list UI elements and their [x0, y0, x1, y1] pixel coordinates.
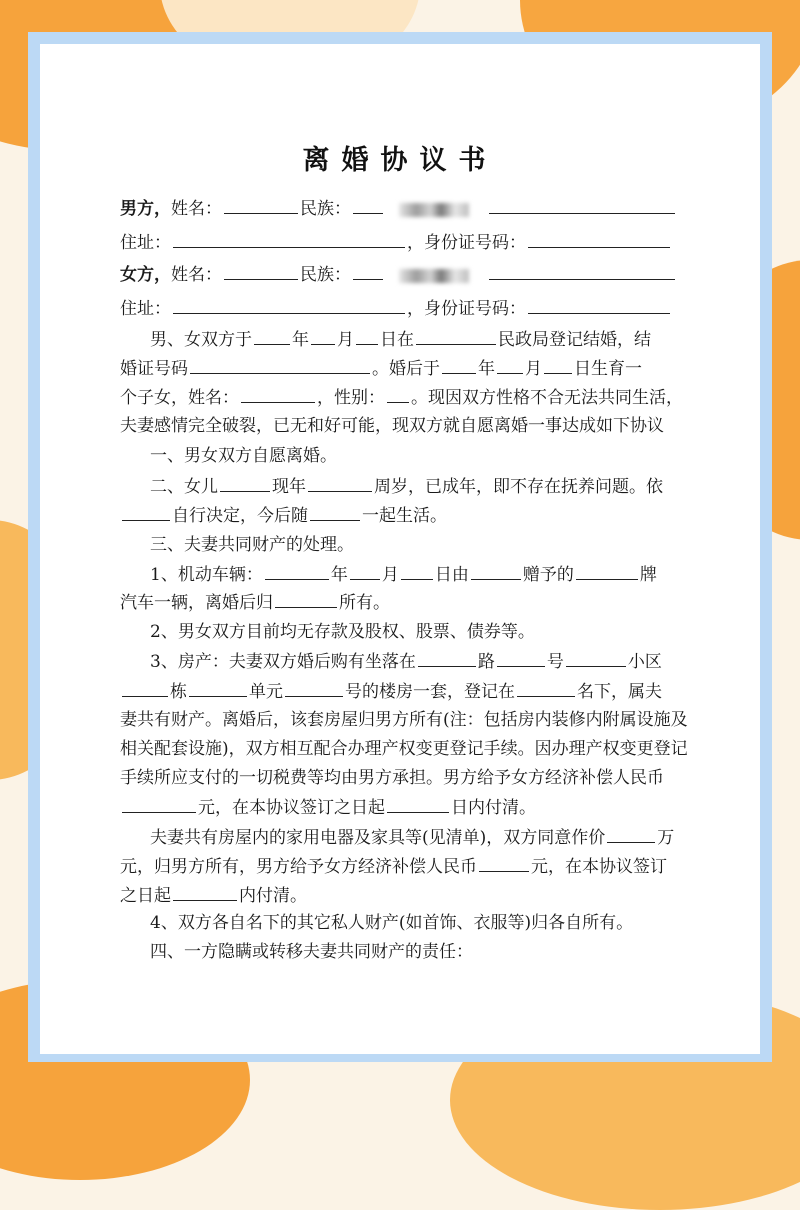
text: 日生育一: [574, 359, 642, 379]
blank[interactable]: [497, 649, 545, 667]
text: ，性别：: [317, 388, 385, 408]
clause-2-line: [120, 503, 690, 528]
blank[interactable]: [308, 474, 372, 492]
blank[interactable]: [122, 795, 196, 813]
text: 元，在本协议签订: [531, 857, 667, 877]
male-id-blank[interactable]: [528, 230, 670, 248]
appliance-line: [150, 825, 720, 850]
text: 路: [477, 652, 495, 672]
female-id-blank[interactable]: [528, 296, 670, 314]
blank[interactable]: [401, 562, 433, 580]
text: 年: [478, 359, 495, 379]
male-label: 男方，: [120, 199, 171, 219]
text: 1、机动车辆：: [150, 565, 263, 585]
female-address-row: [120, 296, 690, 321]
blank[interactable]: [497, 356, 523, 374]
text: 月: [337, 330, 354, 350]
text: 男、女双方于: [150, 330, 252, 350]
text: 万: [657, 828, 675, 848]
female-id-label: ，身份证号码：: [407, 299, 526, 319]
blank[interactable]: [189, 679, 247, 697]
text: 号的楼房一套，登记在: [345, 682, 515, 702]
document-title: 离婚协议书: [302, 145, 498, 176]
female-ethnic-label: 民族：: [300, 265, 351, 285]
deposit-clause: 2、男女双方目前均无存款及股权、股票、债券等。: [150, 622, 535, 642]
blank[interactable]: [416, 327, 496, 345]
blank[interactable]: [265, 562, 329, 580]
blank[interactable]: [607, 825, 655, 843]
text: 月: [381, 565, 399, 585]
female-label: 女方，: [120, 265, 171, 285]
text: 汽车一辆，离婚后归: [120, 593, 273, 613]
blank[interactable]: [173, 883, 237, 901]
blank[interactable]: [241, 385, 315, 403]
blank[interactable]: [356, 327, 378, 345]
paragraph-line: [150, 327, 720, 352]
female-address-label: 住址：: [120, 299, 171, 319]
blank[interactable]: [418, 649, 476, 667]
text: 3、房产：夫妻双方婚后购有坐落在: [150, 652, 416, 672]
female-name-blank[interactable]: [224, 262, 298, 280]
text: 二、女儿: [150, 477, 218, 497]
text: 栋: [170, 682, 187, 702]
text: 牌: [639, 565, 657, 585]
male-name-blank[interactable]: [224, 196, 298, 214]
house-line: [120, 795, 690, 820]
paragraph-line: [120, 385, 690, 410]
text: 之日起: [120, 886, 171, 906]
blank[interactable]: [310, 503, 360, 521]
appliance-line: [120, 883, 690, 908]
text: 一起生活。: [362, 506, 447, 526]
blank[interactable]: [566, 649, 626, 667]
blank[interactable]: [122, 503, 170, 521]
text: 日在: [380, 330, 414, 350]
female-address-blank[interactable]: [173, 296, 405, 314]
female-name-row: [120, 262, 690, 287]
female-ethnic-blank[interactable]: [353, 262, 383, 280]
text: 年: [292, 330, 309, 350]
male-ethnic-label: 民族：: [300, 199, 351, 219]
text: 单元: [249, 682, 283, 702]
text: 日内付清。: [451, 798, 536, 818]
redacted-area: [399, 203, 469, 217]
house-line: [150, 649, 720, 674]
text: 。现因双方性格不合无法共同生活，: [411, 388, 683, 408]
blank[interactable]: [220, 474, 270, 492]
female-extra-blank[interactable]: [489, 262, 675, 280]
blank[interactable]: [254, 327, 290, 345]
text: 现年: [272, 477, 306, 497]
house-line: 妻共有财产。离婚后，该套房屋归男方所有(注：包括房内装修内附属设施及: [120, 710, 688, 730]
male-ethnic-blank[interactable]: [353, 196, 383, 214]
clause-3: 三、夫妻共同财产的处理。: [150, 535, 354, 555]
blank[interactable]: [311, 327, 335, 345]
clause-2-line: [150, 474, 720, 499]
male-id-label: ，身份证号码：: [407, 233, 526, 253]
text: 日由: [434, 565, 469, 585]
text: 所有。: [339, 593, 390, 613]
text: 赠予的: [522, 565, 574, 585]
blank[interactable]: [350, 562, 380, 580]
house-line: 相关配套设施)，双方相互配合办理产权变更登记手续。因办理产权变更登记: [120, 739, 688, 759]
text: 名下，属夫: [577, 682, 662, 702]
paragraph-line: 夫妻感情完全破裂，已无和好可能，现双方就自愿离婚一事达成如下协议: [120, 416, 664, 436]
male-extra-blank[interactable]: [489, 196, 675, 214]
text: 小区: [627, 652, 662, 672]
text: 个子女，姓名：: [120, 388, 239, 408]
text: 民政局登记结婚，结: [498, 330, 651, 350]
house-line: [120, 679, 690, 704]
male-address-label: 住址：: [120, 233, 171, 253]
paragraph-line: [120, 356, 690, 381]
blank[interactable]: [442, 356, 476, 374]
text: 月: [525, 359, 542, 379]
clause-1: 一、男女双方自愿离婚。: [150, 446, 337, 466]
blank[interactable]: [544, 356, 572, 374]
blank[interactable]: [471, 562, 521, 580]
blank[interactable]: [190, 356, 370, 374]
blank[interactable]: [387, 795, 449, 813]
blank[interactable]: [576, 562, 638, 580]
text: 周岁，已成年，即不存在抚养问题。依: [374, 477, 663, 497]
redacted-area: [399, 269, 469, 283]
blank[interactable]: [479, 854, 529, 872]
blank[interactable]: [285, 679, 343, 697]
male-name-label: 姓名：: [171, 199, 222, 219]
male-name-row: [120, 196, 690, 221]
appliance-line: [120, 854, 690, 879]
text: 夫妻共有房屋内的家用电器及家具等(见清单)，双方同意作价: [150, 828, 606, 848]
car-line: [120, 590, 690, 615]
house-line: 手续所应支付的一切税费等均由男方承担。男方给予女方经济补偿人民币: [120, 768, 664, 788]
text: 自行决定，今后随: [172, 506, 308, 526]
blank[interactable]: [517, 679, 575, 697]
text: 。婚后于: [372, 359, 440, 379]
text: 元，在本协议签订之日起: [198, 798, 385, 818]
clause-4: 四、一方隐瞒或转移夫妻共同财产的责任：: [150, 942, 473, 962]
private-property-clause: 4、双方各自名下的其它私人财产(如首饰、衣服等)归各自所有。: [150, 913, 634, 933]
car-line: [150, 562, 720, 587]
female-name-label: 姓名：: [171, 265, 222, 285]
male-address-blank[interactable]: [173, 230, 405, 248]
text: 年: [330, 565, 348, 585]
text: 元，归男方所有，男方给予女方经济补偿人民币: [120, 857, 477, 877]
blank[interactable]: [122, 679, 168, 697]
text: 内付清。: [239, 886, 307, 906]
male-address-row: [120, 230, 690, 255]
text: 婚证号码: [120, 359, 188, 379]
text: 号: [546, 652, 564, 672]
blank[interactable]: [275, 590, 337, 608]
blank[interactable]: [387, 385, 409, 403]
